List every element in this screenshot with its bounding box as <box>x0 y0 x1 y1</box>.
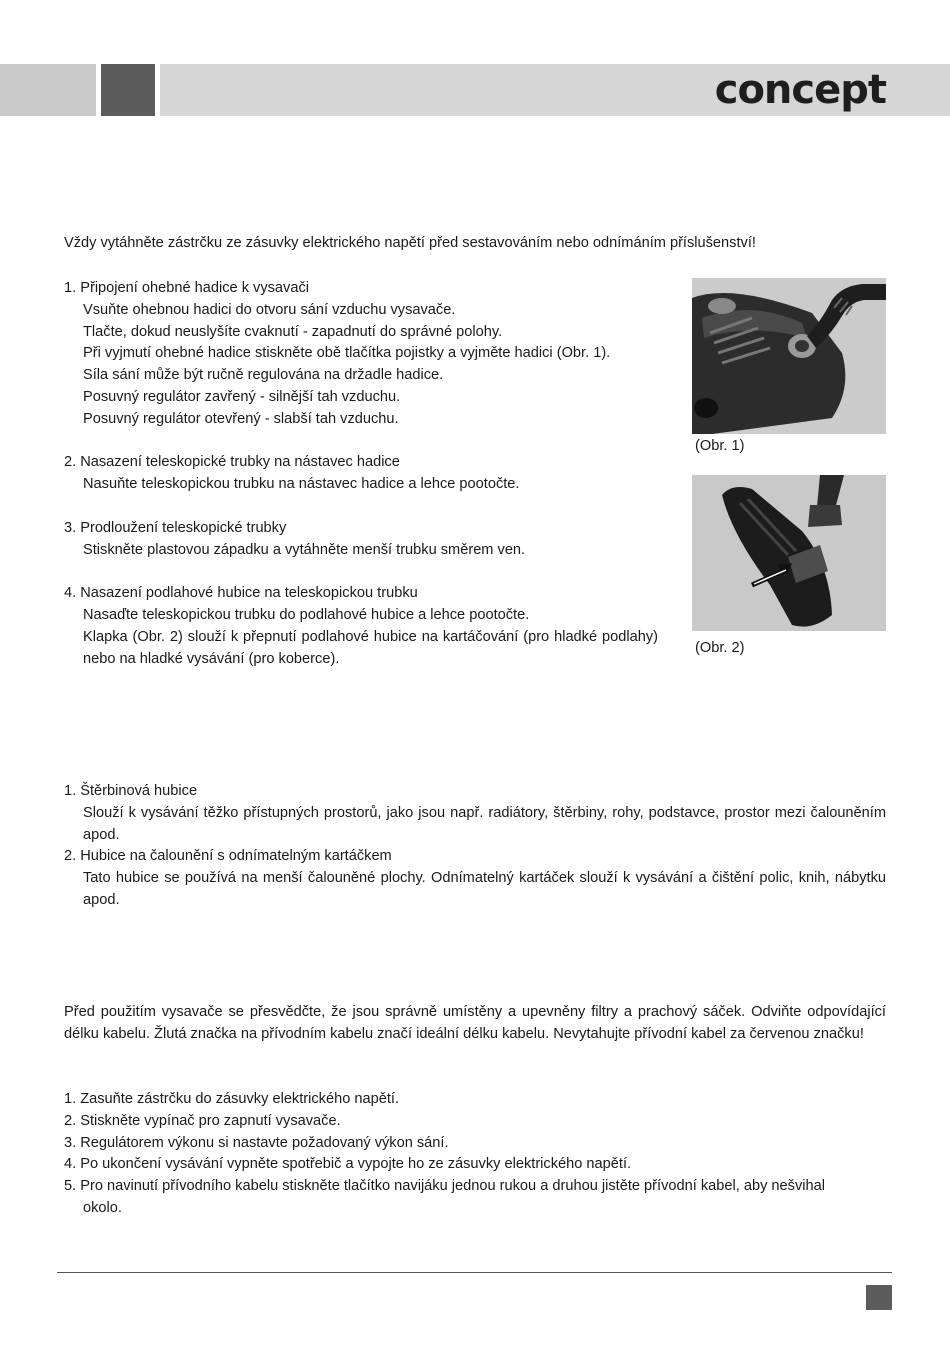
step-line: Nasaďte teleskopickou trubku do podlahové hubice a lehce pootočte. <box>83 606 530 623</box>
usage-step: 1. Zasuňte zástrčku do zásuvky elektrického napětí. <box>64 1091 400 1107</box>
step-line: Nasuňte teleskopickou trubku na nástavec hadice a lehce pootočte. <box>83 476 520 493</box>
usage-intro: Před použitím vysavače se přesvědčte, že jsou správně umístěny a upevněny filtry a prachový sáček. Odviňte odpovídající délku kabelu. Žlutá značka na přívodním kabelu značí ideální délku kabelu. Nevytahujte přívodní kabel za červenou značku! <box>64 1004 886 1042</box>
usage-step-continued: okolo. <box>83 1199 122 1216</box>
floor-nozzle-illustration <box>692 475 886 631</box>
step-line: Posuvný regulátor otevřený - slabší tah vzduchu. <box>83 410 399 427</box>
figure-2-caption: (Obr. 2) <box>695 640 745 656</box>
step-line: Klapka (Obr. 2) slouží k přepnutí podlahové hubice na kartáčování (pro hladké podlahy) nebo na hladké vysávání (pro koberce). <box>83 628 658 667</box>
accessory-text: Slouží k vysávání těžko přístupných prostorů, jako jsou např. radiátory, štěrbiny, rohy, podstavce, prostor mezi čalouněním apod. <box>83 804 886 843</box>
usage-steps <box>64 1089 886 1220</box>
vacuum-hose-illustration <box>692 278 886 434</box>
header-left-block <box>0 64 96 116</box>
figure-floor-nozzle <box>692 475 886 631</box>
accessory-text: Tato hubice se používá na menší čalouněné plochy. Odnímatelný kartáček slouží k vysávání a čištění polic, knih, nábytku apod. <box>83 870 886 908</box>
page-marker <box>866 1285 892 1310</box>
step-title: 3. Prodloužení teleskopické trubky <box>64 519 287 536</box>
assembly-steps <box>64 278 658 670</box>
figure-vacuum-hose <box>692 278 886 434</box>
step-line: Vsuňte ohebnou hadici do otvoru sání vzduchu vysavače. <box>83 301 456 318</box>
step-title: 4. Nasazení podlahové hubice na teleskopickou trubku <box>64 585 418 602</box>
usage-step: 3. Regulátorem výkonu si nastavte požadovaný výkon sání. <box>64 1134 449 1151</box>
accessory-title: 2. Hubice na čalounění s odnímatelným kartáčkem <box>64 848 392 865</box>
figure-1-caption: (Obr. 1) <box>695 438 745 454</box>
step-line: Posuvný regulátor zavřený - silnější tah vzduchu. <box>83 388 401 405</box>
step-line: Tlačte, dokud neuslyšíte cvaknutí - zapadnutí do správné polohy. <box>83 323 503 340</box>
usage-step: 5. Pro navinutí přívodního kabelu stiskněte tlačítko navijáku jednou rukou a druhou jistěte přívodní kabel, aby nešvihal <box>64 1178 825 1195</box>
safety-warning: Vždy vytáhněte zástrčku ze zásuvky elektrického napětí před sestavováním nebo odnímáním příslušenství! <box>64 235 756 251</box>
accessories-list <box>64 781 886 912</box>
header-dark-block <box>101 64 155 116</box>
step-title: 1. Připojení ohebné hadice k vysavači <box>64 280 310 296</box>
usage-step: 4. Po ukončení vysávání vypněte spotřebič a vypojte ho ze zásuvky elektrického napětí. <box>64 1156 632 1173</box>
usage-step: 2. Stiskněte vypínač pro zapnutí vysavače. <box>64 1112 341 1129</box>
footer-divider <box>57 1272 892 1273</box>
brand-logo: concept <box>714 67 886 113</box>
step-line: Stiskněte plastovou západku a vytáhněte menší trubku směrem ven. <box>83 541 526 558</box>
step-line: Síla sání může být ručně regulována na držadle hadice. <box>83 367 444 384</box>
accessory-title: 1. Štěrbinová hubice <box>64 783 198 799</box>
step-title: 2. Nasazení teleskopické trubky na nástavec hadice <box>64 454 400 471</box>
step-line: Při vyjmutí ohebné hadice stiskněte obě tlačítka pojistky a vyjměte hadici (Obr. 1). <box>83 345 611 362</box>
